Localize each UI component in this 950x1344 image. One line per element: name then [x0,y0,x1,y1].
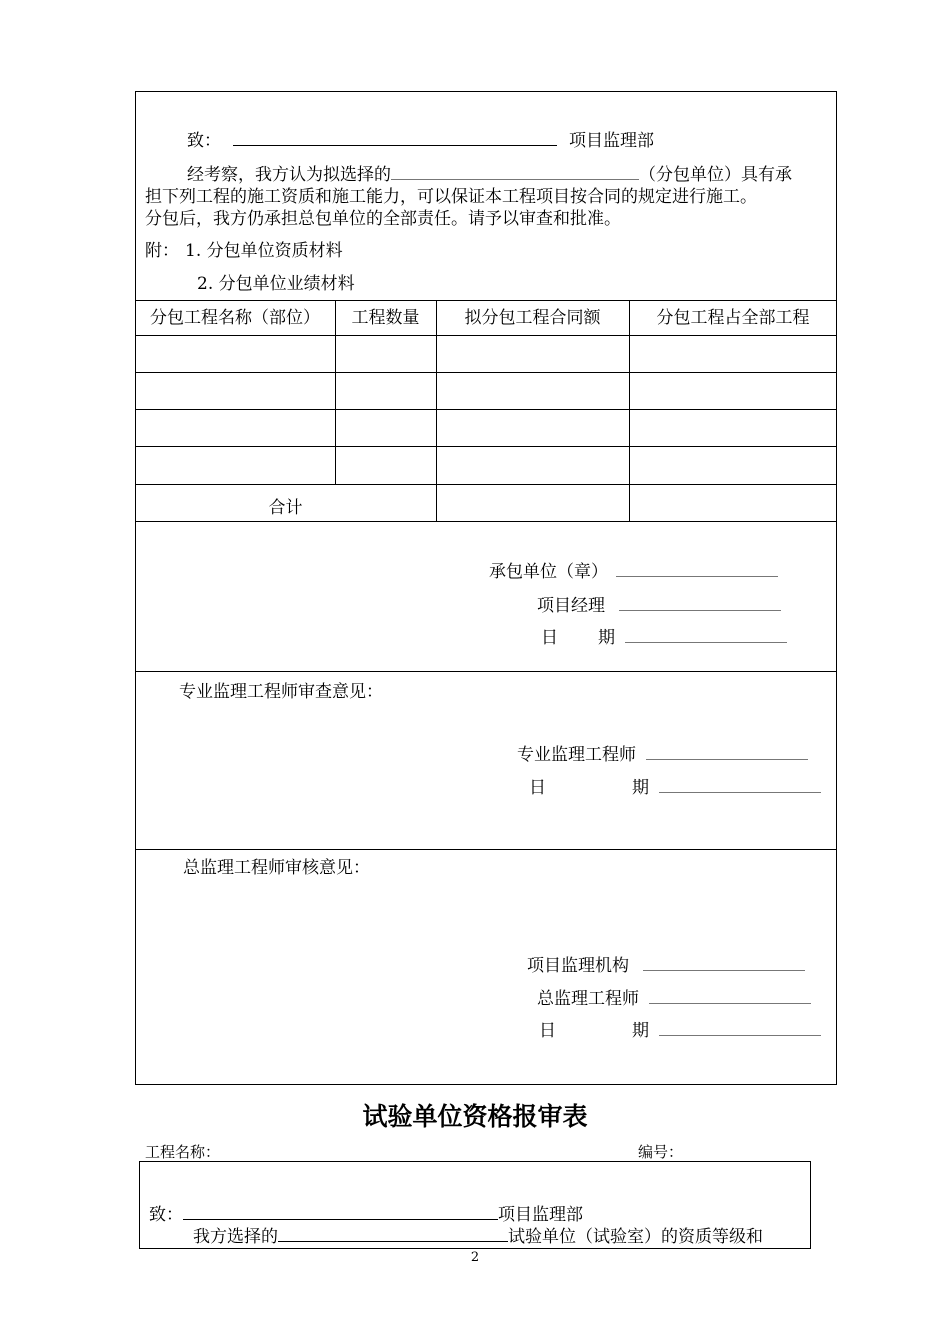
specialist-engineer-line [517,740,808,765]
table-row-border [135,409,837,410]
date-label: 期 [632,1021,649,1041]
header-cell: 分包工程名称（部位） [150,308,320,328]
chief-engineer-line [537,984,811,1009]
to-suffix: 项目监理部 [569,131,654,151]
to-line [187,126,654,151]
specialist-date-field[interactable] [659,776,821,793]
table-row-border [135,484,837,485]
section-divider [135,671,837,672]
subcontractor-name-field[interactable] [391,163,639,180]
statement-line-3: 分包后，我方仍承担总包单位的全部责任。请予以审查和批准。 [145,209,621,229]
contractor-date-field[interactable] [625,626,787,643]
specialist-engineer-field[interactable] [646,743,808,760]
chief-engineer-label: 总监理工程师 [537,989,639,1009]
form2-recipient-field[interactable] [183,1203,498,1220]
contractor-date-line [541,623,787,648]
attachment-item: 1. 分包单位资质材料 [185,241,343,261]
to-suffix: 项目监理部 [498,1205,583,1225]
contractor-unit-field[interactable] [616,560,778,577]
attachment-item: 2. 分包单位业绩材料 [197,274,355,294]
contractor-unit-line [489,557,778,582]
date-label: 日 [541,628,558,648]
table-row-border [135,335,837,336]
to-prefix: 致： [149,1205,183,1225]
header-cell: 拟分包工程合同额 [464,308,601,328]
number-label: 编号： [638,1143,684,1161]
table-row-border [135,446,837,447]
specialist-engineer-label: 专业监理工程师 [517,745,636,765]
statement-text: （分包单位）具有承 [639,165,792,185]
statement-line-2: 担下列工程的施工资质和施工能力，可以保证本工程项目按合同的规定进行施工。 [145,187,757,207]
statement-text: 经考察，我方认为拟选择的 [187,165,391,185]
header-cell: 分包工程占全部工程 [656,308,810,328]
chief-date-field[interactable] [659,1019,821,1036]
project-name-label: 工程名称： [145,1143,221,1161]
statement-text: 我方选择的 [193,1227,278,1247]
statement-text: 试验单位（试验室）的资质等级和 [508,1227,763,1247]
supervision-org-field[interactable] [643,954,805,971]
to-prefix: 致： [187,131,221,151]
table-bottom-border [135,521,837,522]
attachment-label: 附： [145,241,179,261]
section-divider [135,849,837,850]
attachment-line-1 [145,236,343,261]
form2-statement-line [193,1222,763,1247]
date-label: 期 [632,778,649,798]
header-cell: 工程数量 [351,308,420,328]
supervision-org-label: 项目监理机构 [527,956,629,976]
contractor-unit-label: 承包单位（章） [489,562,608,582]
date-label: 期 [598,628,615,648]
lab-name-field[interactable] [278,1225,508,1242]
total-label: 合计 [268,498,303,518]
date-label: 日 [539,1021,556,1041]
form-title: 试验单位资格报审表 [362,1102,588,1131]
chief-engineer-field[interactable] [649,987,811,1004]
project-manager-line [537,591,781,616]
page-number: 2 [470,1250,480,1265]
project-manager-field[interactable] [619,594,781,611]
supervision-org-line [527,951,805,976]
table-row-border [135,372,837,373]
chief-date-line [539,1016,821,1041]
project-manager-label: 项目经理 [537,596,605,616]
specialist-opinion-label: 专业监理工程师审查意见： [179,682,383,702]
specialist-date-line [529,773,821,798]
chief-opinion-label: 总监理工程师审核意见： [183,858,370,878]
recipient-field[interactable] [233,129,557,146]
date-label: 日 [529,778,546,798]
